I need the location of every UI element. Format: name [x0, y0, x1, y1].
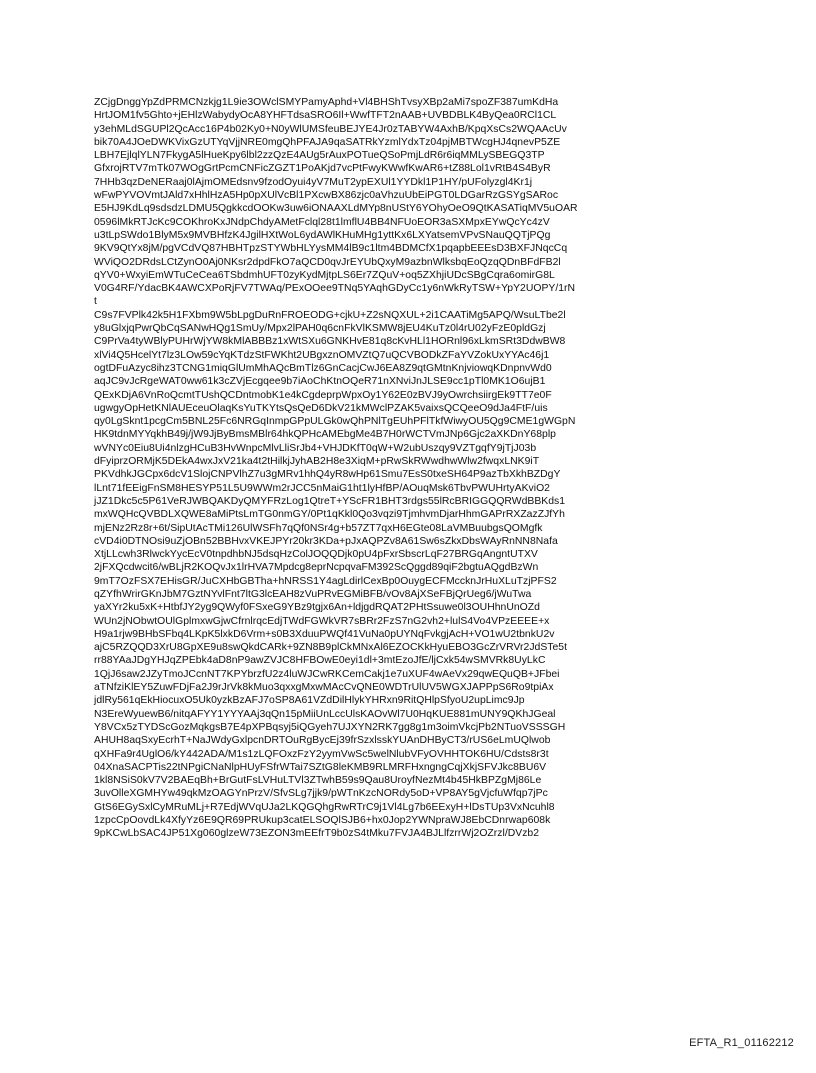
text-line: ogtDFuAzyc8ihz3TCNG1miqGlUmMhAQcBmTlz6GnCacjCwJ6EA8Z9qtGMtnKnjviowqKDnpnvWd0 [94, 362, 552, 374]
text-line: C9s7FVPlk42k5H1FXbm9W5bLpgDuRnFROEODG+cjkU+Z2sNQXUL+2i1CAATiMg5APQ/WsuLTbe2l [94, 309, 566, 321]
text-line: bik70A4JOeDWKVixGzUTYqVjjNRE0mgQhPFAJA9qaSATRkYzmlYdxTz04pjMBTWcgHJ4qnevP5ZE [94, 136, 561, 148]
text-line: 9pKCwLbSAC4JP51Xg060glzeW73EZON3mEEfrT9b0zS4tMku7FVJA4BJLlfzrrWj2OZrzl/DVzb2 [94, 828, 540, 840]
text-line: C9PrVa4tyWBlyPUHrWjYW8kMlABBBz1xWtSXu6GNKHvE81q8cKvHLl1HORnl96xLkmSRt3DdwBW8 [94, 336, 566, 348]
text-line: HK9tdnMYYqkhB49j/jW9JjByBmsMBlr64hkQPHcAMEbgMe4B7H0rWCTVmJNp6Gjc2aXKDnY68plp [94, 429, 556, 441]
text-line: qy0LgSknt1pcgCm5BNL25Fc6NRGqInmpGPpULGk0wQhPNlTgEUhPFlTkfWiwyOU5Qg9CME1gWGpN [94, 416, 576, 428]
text-line: 1kl8NSiS0kV7V2BAEqBh+BrGutFsLVHuLTVl3ZTwhB59s9Qau8UroyfNezMt4b45HkBPZgMj86Le [94, 775, 542, 787]
encoded-text-block [94, 96, 794, 841]
text-line: jJZ1Dkc5c5P61VeRJWBQAKDyQMYFRzLog1QtreT+YScFR1BHT3rdgs55lRcBRIGGQQRWdBBKds1 [94, 495, 566, 507]
text-line: yaXYr2ku5xK+HtbfJY2yg9QWyf0FSxeG9YBz9tgjx6An+ldjgdRQAT2PHtSsuwe0l3OUHhnUnOZd [94, 602, 540, 614]
text-line: QExKDjA6VnRoQcmtTUshQCDntmobK1e4kCgdeprpWpxOy1Y62E0zBVJ9yOwrchsiirgEk9TT7e0F [94, 389, 552, 401]
text-line: E5HJ9KdLq9sdsdzLDMU5QgkkcdOOKw3uw6iONAAXLdMYp8nUStY6YOhyOeO9QtKASATiqMV5uOAR [94, 203, 578, 215]
text-line: aTNfziKlEY5ZuwFDjFa2J9rJrVk8kMuo3qxxgMxwMAcCvQNE0WDTrUlUV5WGXJAPPpS6Ro9tpiAx [94, 682, 554, 694]
text-line: GfxrojRTV7mTk07WOgGrtPcmCNFicZGZT1PoAKjd7vcPtFwyKWwfKwAR6+tZ88Lol1vRtB4S4ByR [94, 163, 551, 175]
text-line: lLnt71fEEigFnSM8HESYP51L5U9WWm2rJCC5nMaiG1ht1lyHfBP/AOuqMsk6TbvPWUHrtyAKviO2 [94, 482, 550, 494]
text-line: ajC5RZQQD3XrU8GpXE9u8swQkdCARk+9ZN8B9plCkMNxAl6EZOCKkHyuEBO3GcZrVRVr2JdSTe5t [94, 642, 567, 654]
text-line: ZCjgDnggYpZdPRMCNzkjg1L9ie3OWclSMYPamyAphd+Vl4BHShTvsyXBp2aMi7spoZF387umKdHa [94, 97, 559, 108]
text-line: wVNYc0Eiu8Ui4nlzgHCuB3HvWnpcMlvLliSrJb4+VHJDKfT0qW+W2ubUszqy9VZTgqfY9jTjJ03b [94, 442, 537, 454]
text-line: 9mT7OzFSX7EHisGR/JuCXHbGBTha+hNRSS1Y4agLdirlCexBp0OuygECFMccknJrHuXLuTzjPFS2 [94, 575, 557, 587]
text-line: HrtJOM1fv5Ghto+jEHlzWabydyOcA8YHFTdsaSRO6Il+WwfTFT2nAAB+UVBDBLK4ByQea0RCl1CL [94, 110, 557, 122]
text-line: XtjLLcwh3RlwckYycEcV0tnpdhbNJ5dsqHzColJOQQDjk0pU4pFxrSbscrLqF27BRGqAngntUTXV [94, 549, 538, 561]
text-line: 1zpcCpOovdLk4XfyYz6E9QR69PRUkup3catELSOQlSJB6+hx0Jop2YWNpraWJ8EbCDnrwap608k [94, 815, 551, 827]
text-line: 1QjJ6saw2JZyTmoJCcnNT7KPYbrzfU2z4luWJCwRKCemCakj1e7uXUF4wAeVx29qwEQuQB+JFbei [94, 668, 560, 680]
text-line: LBH7EjlqlYLN7FkygA5lHueKpy6lbl2zzQzE4AUg5rAuxPOTueQSoPmjLdR6r6iqMMLySBEGQ3TP [94, 150, 545, 162]
document-id-label: EFTA_R1_01162212 [689, 1037, 794, 1049]
text-line: qYV0+WxyiEmWTuCeCea6TSbdmhUFT0zyKydMjtpLS6Er7ZQuV+oq5ZXhjiUDcSBgCqra6omirG8L [94, 269, 555, 281]
text-line: 2jFXQcdwcit6/wBLjR2KOQvJx1lrHVA7Mpdcg8eprNcpqvaFM392ScQggd89qiF2bgtuAQgdBzWn [94, 562, 539, 574]
text-line: rr88YAaJDgYHJqZPEbk4aD8nP9awZVJC8HFBOwE0eyi1dl+3mtEzoJfE/ljCxk54wSMVRk8UyLkC [94, 655, 546, 667]
text-line: H9a1rjw9BHbSFbq4LKpK5lxkD6Vrm+s0B3XduuPWQf41VuNa0pUYNqFvkgjAcH+VO1wU2tbnkU2v [94, 628, 555, 640]
text-line: mxWQHcQVBDLXQWE8aMiPtsLmTG0nmGY/0Pt1qKkl0Qo3vqzi9TjmhvmDjarHhmGAPrRXZazZJfYh [94, 509, 565, 521]
text-line: Y8VCx5zTYDScGozMqkgsB7E4pXPBqsyj5iQGyeh7UJXYN2RK7gg8g1m3oimVkcjPb2NTuoVSSSGH [94, 721, 566, 733]
text-line: ugwgyOpHetKNlAUEceuOlaqKsYuTKYtsQsQeD6DkV21kMWclPZAK5vaixsQCQeeO9dJa4FtF/uis [94, 402, 548, 414]
text-line: V0G4RF/YdacBK4AWCXPoRjFV7TWAq/PExOOee9TNq5YAqhGDyCc1y6nWkRyTSW+YpY2UOPY/1rN [94, 283, 576, 295]
text-line: t [94, 296, 97, 308]
text-line: y3ehMLdSGUPl2QcAcc16P4b02Ky0+N0yWlUMSfeuBEJYE4Jr0zTABYW4AxhB/KpqXsCs2WQAAcUv [94, 123, 567, 135]
text-line: WViQO2DRdsLCtZynO0Aj0NKsr2dpdFkO7aQCD0qvJrEYUbQxyM9azbnWlksbqEoQzqQDnBFdFB2l [94, 256, 561, 268]
text-line: 9KV9QtYx8jM/pgVCdVQ87HBHTpzSTYWbHLYysMM4lB9c1ltm4BDMCfX1pqapbEEEsD3BXFJNqcCq [94, 243, 568, 255]
text-line: WUn2jNObwtOUlGplmxwGjwCfrnlrqcEdjTWdFGWkVR7sBRr2FzS7nG2vh2+lulS4Vo4VPzEEEE+x [94, 615, 550, 627]
text-line: 3uvOlleXGMHYw49qkMzOAGYnPrzV/SfvSLg7jjk9/pWTnKzcNORdy5oD+VP8AY5gVjcfuWfqp7jPc [94, 788, 548, 800]
text-line: qZYfhWrirGKnJbM7GztNYvlFnt7ltG3lcEAH8zVuPRvEGMiBFB/vOv8AjXSeFBjQrUeg6/jWuTwa [94, 588, 532, 600]
text-line: y8uGlxjqPwrQbCqSANwHQg1SmUy/Mpx2lPAH0q6cnFkVlKSMW8jEU4KuTz0l4rU02yFzE0pldGzj [94, 323, 546, 335]
text-line: aqJC9vJcRgeWAT0ww61k3cZVjEcgqee9b7iAoChKtnOQeR71nXNviJnJLSE9cc1pTl0MK1O6ujB1 [94, 376, 546, 388]
text-line: xlVi4Q5HcelYt7lz3LOw59cYqKTdzStFWKht2UBgxznOMVZtQ7uQCVBODkZFaYVZokUxYYAc46j1 [94, 349, 550, 361]
text-line: qXHFa9r4UglO6/kY442ADA/M1s1zLQFOxzFzY2yymVwSc5welNlubVFyOVHHTOK6HU/Cdsts8r3t [94, 748, 549, 760]
text-line: 7HHb3qzDeNERaaj0lAjmOMEdsnv9fzodOyui4yV7MuT2ypEXUl1YYDkl1P1HY/pUFolyzgl4Kr1j [94, 176, 533, 188]
text-line: dFyiprzORMjK5DEkA4wxJxV21ka4t2tHilkjJyhAB2H8e3XiqM+pRwSkRWwdhwWlw2fwqxLNK9iT [94, 456, 540, 468]
text-line: cVD4i0DTNOsi9uZjOBn52BBHvxVKEJPYr20kr3KDa+pJxAQPZv8A61Sw6sZkxDbsWAyRnNN8Nafa [94, 535, 558, 547]
text-line: mjENz2Rz8r+6t/SipUtAcTMi126UlWSFh7qQf0NSr4g+b57ZT7qxH6EGte08LaVMBuubgsQOMgfk [94, 522, 543, 534]
text-line: PKVdhkJGCpx6dcV1SlojCNPVlhZ7u3gMRv1hhQ4yR8wHp61Smu7EsS0txeSH64P9azTbXkhBZDgY [94, 469, 561, 481]
text-line: 04XnaSACPTis22tNPgiCNaNlpHUyFSfrWTai7SZtG8leKMB9RLMRFHxngngCqjXkjSFVJkc8BU6V [94, 761, 547, 773]
text-line: u3tLpSWdo1BlyM5x9MVBHfzK4JgilHXtWoL6ydAWlKHuMHg1yttKx6LXYatsemVPvSNauQQTjPQg [94, 229, 551, 241]
text-line: jdlRy561qEkHiocuxO5Uk0yzkBzAFJ7oSP8A61VZdDilHlykYHRxn9RitQHlpSfyoU2upLimc9Jp [94, 695, 525, 707]
text-line: N3EreWyuewB6/nitqAFYY1YYYAAj3qQn15pMiiUnLccUlsKAOvWl7U0HqKUE881mUNY9QKhJGeal [94, 708, 556, 720]
text-line: 0596lMkRTJcKc9COKhroKxJNdpChdyAMetFclql28t1lmflU4BB4NFUoEOR3aSXMpxEYwQcYc4zV [94, 216, 550, 228]
text-line: wFwPYVOVmtJAld7xHhlHzA5Hp0pXUlVcBl1PXcwBX86zjc0aVhzuUbEiPGT0LDGarRzGSYgSARoc [94, 190, 559, 202]
text-line: AHUH8aqSxyEcrhT+NaJWdyGxlpcnDRTOuRgBycEj39frSzxlsskYUAnDHByCT3/rUS6eLmUQlwob [94, 735, 551, 747]
text-line: GtS6EGySxlCyMRuMLj+R7EdjWVqUJa2LKQGQhgRwRTrC9j1Vl4Lg7b6EExyH+lDsTUp3VxNcuhl8 [94, 801, 555, 813]
